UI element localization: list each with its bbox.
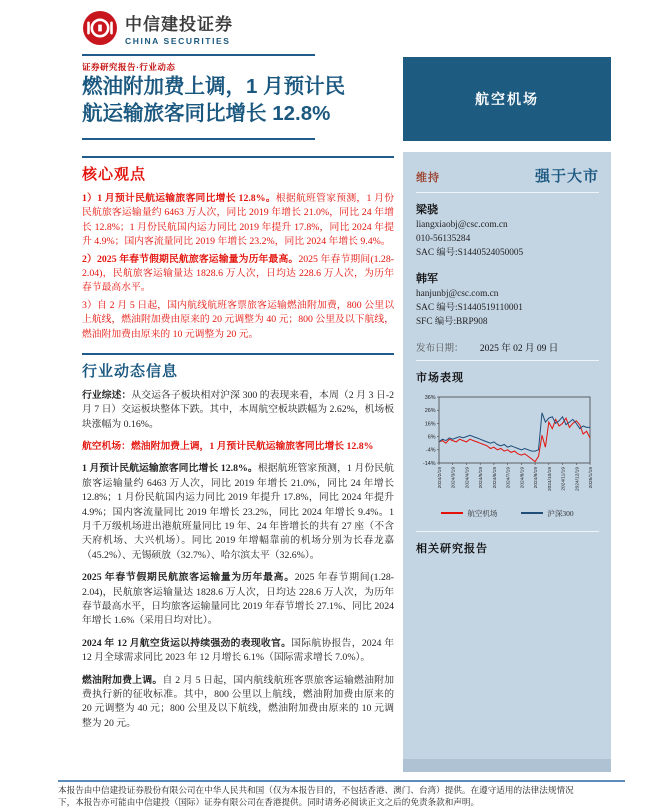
legend-item xyxy=(441,508,497,519)
main-column xyxy=(82,156,394,739)
footer-disclaimer xyxy=(58,784,650,809)
paragraph-text: 国际航协报告，2024 年 12 月全球需求同比 2023 年 12 月增长 6.1%（国际需求增长 7.0%）。 xyxy=(82,637,394,664)
industry-highlight: 航空机场：燃油附加费上调，1 月预计民航运输旅客同比增长 12.8% xyxy=(82,441,374,453)
publish-date-row xyxy=(416,340,599,354)
paragraph-text: 根据航班管家预测，1 月份民航旅客运输量约 6463 万人次，同比 2019 年增长 21.0%，同比 24 年增长 12.8%；1 月份民航国内运力同比 2019 年提升 17.8%，同比 2024 年提升 4.9%；国内客流量同比 2019 年增长 23.2%，同比 2024 年增长 9.4%。1 月千万级机场进出港航班量同比 19 年、24 年皆增长的共有 27 座（不含天府机场、大兴机场）。同比 2019 年增幅靠前的机场分别为长春龙嘉（45.2%）、无锡硕放（32.7%）、哈尔滨太平（32.6%）。 xyxy=(82,463,394,561)
brand-name-cn: 中信建投证券 xyxy=(125,15,233,34)
svg-text:2024/5/19: 2024/5/19 xyxy=(479,466,485,488)
paragraph-lead: 2024 年 12 月航空货运以持续强劲的表现收官。 xyxy=(82,637,292,649)
industry-news-section xyxy=(82,353,394,731)
paragraph-lead: 燃油附加费上调。 xyxy=(82,674,163,686)
analyst-block xyxy=(416,270,599,330)
svg-text:-14%: -14% xyxy=(422,460,436,467)
legend-label: 航空机场 xyxy=(467,508,498,518)
report-page xyxy=(25,0,625,808)
svg-text:26%: 26% xyxy=(424,407,436,414)
analyst-name: 韩军 xyxy=(416,272,438,285)
paragraph-text: 从交运各子板块相对沪深 300 的表现来看，本周（2 月 3 日-2 月 7 日）交运板块整体下跌。其中，本周航空板块跌幅为 2.62%，机场板块涨幅为 0.16%。 xyxy=(82,389,394,430)
paragraph-lead: 行业综述： xyxy=(82,389,132,401)
paragraph-text: 2025 年春节期间(1.28-2.04)，民航旅客运输量达 1828.6 万人次，日均达 228.6 万人次，为历年春节最高水平。 xyxy=(82,253,394,294)
legend-line-swatch xyxy=(521,512,543,514)
legend-label: 沪深300 xyxy=(547,508,574,518)
coin-logo-icon xyxy=(82,10,118,46)
core-view-paragraph xyxy=(82,299,394,342)
chart-legend xyxy=(416,508,599,519)
analyst-email: liangxiaobj@csc.com.cn xyxy=(416,220,508,230)
svg-text:2024/4/19: 2024/4/19 xyxy=(465,466,471,488)
related-reports-heading: 相关研究报告 xyxy=(416,542,488,555)
svg-text:2024/10/19: 2024/10/19 xyxy=(547,466,553,491)
market-performance-chart xyxy=(412,391,599,506)
market-performance-heading: 市场表现 xyxy=(416,371,464,384)
industry-item xyxy=(82,462,394,563)
svg-text:-4%: -4% xyxy=(425,447,436,454)
paragraph-text: 2025 年春节期间(1.28-2.04)，民航旅客运输量达 1828.6 万人次，日均达 228.6 万人次，为历年春节最高水平，日均旅客运输量同比 2019 年春节增长 27.1%、同比 2024 年增长 1.6%（采用日均对比）。 xyxy=(82,572,394,627)
svg-text:2024/2/19: 2024/2/19 xyxy=(438,466,443,488)
core-views-section xyxy=(82,156,394,342)
paragraph-text: 3）自 2 月 5 日起，国内航线航班客票旅客运输燃油附加费，800 公里以上航线，燃油附加费由原来的 20 元调整为 40 元；800 公里及以下航线，燃油附加费由原来的 10 元调整为 20 元。 xyxy=(82,299,394,340)
svg-text:2024/3/19: 2024/3/19 xyxy=(451,466,457,488)
analyst-block xyxy=(416,201,599,261)
svg-text:2024/6/19: 2024/6/19 xyxy=(492,466,498,488)
header-rule xyxy=(82,54,315,56)
svg-text:2024/8/19: 2024/8/19 xyxy=(520,466,526,488)
paragraph-lead: 1 月预计民航运输旅客同比增长 12.8%。 xyxy=(82,463,258,475)
svg-text:36%: 36% xyxy=(424,394,436,401)
svg-text:2024/12/19: 2024/12/19 xyxy=(575,466,581,491)
analyst-sac-number: SAC 编号:S1440524050005 xyxy=(416,247,524,258)
footer-rule xyxy=(58,780,625,782)
industry-news-heading: 行业动态信息 xyxy=(82,362,179,380)
industry-overview xyxy=(82,389,394,432)
paragraph-text: 自 2 月 5 日起，国内航线航班客票旅客运输燃油附加费执行新的征收标准。其中，800 公里以上航线，燃油附加费由原来的 20 元调整为 40 元；800 公里及以下航线，燃油附加费由原来的 10 元调整为 20 元。 xyxy=(82,674,395,729)
brand-name-en: CHINA SECURITIES xyxy=(125,36,231,46)
core-view-paragraph xyxy=(82,253,394,296)
industry-item xyxy=(82,674,394,732)
report-title-line1: 燃油附加费上调，1 月预计民 xyxy=(82,75,346,98)
rating-row xyxy=(416,165,599,186)
svg-text:2024/11/19: 2024/11/19 xyxy=(561,466,567,491)
rating-value: 强于大市 xyxy=(534,168,599,185)
brand-names xyxy=(125,10,233,46)
report-title-line2: 航运输旅客同比增长 12.8% xyxy=(82,102,331,126)
analyst-name: 梁骁 xyxy=(416,204,438,216)
report-title xyxy=(82,73,397,127)
industry-tag: 航空机场 xyxy=(403,57,611,141)
sidebar-divider xyxy=(416,192,599,193)
industry-item xyxy=(82,571,394,629)
core-view-paragraph xyxy=(82,192,394,250)
sidebar xyxy=(403,152,611,772)
paragraph-lead: 1）1 月预计民航运输旅客同比增长 12.8%。 xyxy=(82,193,276,204)
paragraph-text: 根据航班管家预测，1 月份民航旅客运输量约 6463 万人次，同比 2019 年增长 21.0%，同比 24 年增长 12.8%；1 月份民航国内运力同比 2019 年提升 17.8%，同比 2024 年提升 4.9%；国内客流量同比 2019 年增长 23.2%，同比 2024 年增长 9.4%。 xyxy=(82,193,394,248)
analyst-phone: 010-56135284 xyxy=(416,233,471,244)
analyst-sfc-number: SFC 编号:BRP908 xyxy=(416,316,488,327)
analyst-sac-number: SAC 编号:S1440519110001 xyxy=(416,302,523,313)
legend-line-swatch xyxy=(441,512,463,514)
legend-item xyxy=(521,508,573,519)
svg-text:2025/1/19: 2025/1/19 xyxy=(589,466,594,488)
brand-logo xyxy=(82,10,233,46)
title-rule xyxy=(82,138,315,140)
core-views-heading: 核心观点 xyxy=(82,166,147,183)
publish-date-label: 发布日期： xyxy=(416,343,464,354)
report-kicker: 证券研究报告·行业动态 xyxy=(82,62,176,72)
svg-text:2024/9/19: 2024/9/19 xyxy=(534,466,540,488)
industry-item xyxy=(82,637,394,666)
publish-date-value: 2025 年 02 月 09 日 xyxy=(479,343,559,354)
sidebar-divider xyxy=(416,531,599,532)
analyst-email: hanjunbj@csc.com.cn xyxy=(416,288,499,299)
svg-text:2024/7/19: 2024/7/19 xyxy=(506,466,512,488)
paragraph-lead: 2）2025 年春节假期民航旅客运输量为历年最高。 xyxy=(82,253,299,265)
footer-disclaimer-line1: 本报告由中信建投证券股份有限公司在中华人民共和国（仅为本报告目的，不包括香港、澳门、台湾）提供。在遵守适用的法律法规情况 xyxy=(58,785,574,795)
rating-action: 维持 xyxy=(416,172,440,184)
sidebar-divider xyxy=(416,360,599,361)
paragraph-lead: 2025 年春节假期民航旅客运输量为历年最高。 xyxy=(82,572,295,584)
sidebar-bottom-band xyxy=(403,759,611,772)
svg-text:6%: 6% xyxy=(427,434,436,441)
svg-text:16%: 16% xyxy=(424,420,436,427)
footer-disclaimer-line2: 下，本报告亦可能由中信建投（国际）证券有限公司在香港提供。同时请务必阅读正文之后的免责条款和声明。 xyxy=(58,797,480,808)
